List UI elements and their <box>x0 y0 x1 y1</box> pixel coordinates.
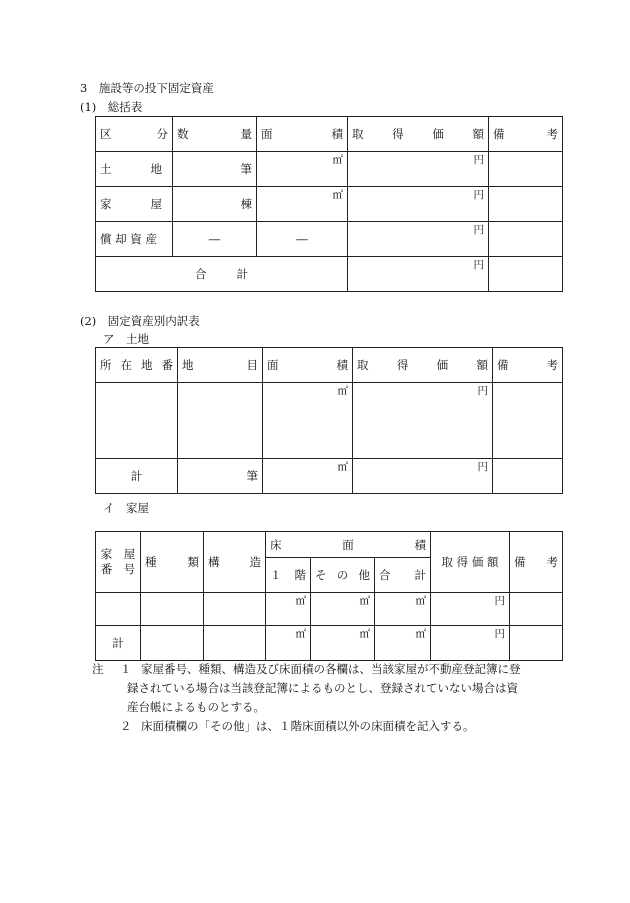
land-area-cell: ㎡ <box>257 152 348 187</box>
summary-row-house <box>96 187 563 222</box>
note-1-line-1: 家屋番号、種類、構造及び床面積の各欄は、当該家屋が不動産登記簿に登 <box>141 662 521 676</box>
header-land-remarks: 備 考 <box>493 348 563 383</box>
header-location: 所 在 地 番 <box>96 348 178 383</box>
land-total-area-cell: ㎡ <box>263 459 353 494</box>
house-label: 家 屋 <box>96 187 173 222</box>
land-data-row <box>96 383 563 459</box>
summary-title: (1) 総括表 <box>80 100 143 114</box>
house-total-row: 計 ㎡ ㎡ ㎡ 円 <box>96 626 563 661</box>
summary-row-total <box>96 257 563 292</box>
land-qty-unit: 筆 <box>173 152 257 187</box>
land-total-row <box>96 459 563 494</box>
land-cost-cell: 円 <box>348 152 489 187</box>
note-2-line-1: 床面積欄の「その他」は、１階床面積以外の床面積を記入する。 <box>141 719 475 733</box>
house-subtitle: イ 家屋 <box>103 501 149 515</box>
house-header-row-1 <box>96 532 563 558</box>
house-table <box>95 531 563 661</box>
header-quantity: 数 量 <box>173 117 257 152</box>
total-cost-cell: 円 <box>348 257 489 292</box>
header-kind: 種 類 <box>141 532 204 593</box>
depreciable-label: 償 却 資 産 <box>96 222 173 257</box>
total-label: 合 計 <box>96 257 348 292</box>
summary-row-depreciable <box>96 222 563 257</box>
header-area: 面 積 <box>257 117 348 152</box>
depreciable-area-dash: ― <box>257 222 348 257</box>
header-land-category: 地 目 <box>178 348 263 383</box>
land-area-unit-cell: ㎡ <box>263 383 353 459</box>
header-house-number: 家 屋 番 号 <box>96 532 141 593</box>
breakdown-title: (2) 固定資産別内訳表 <box>80 314 200 328</box>
header-other: そ の 他 <box>311 558 375 593</box>
depreciable-remarks-cell <box>489 222 563 257</box>
depreciable-cost-cell: 円 <box>348 222 489 257</box>
house-remarks-cell <box>489 187 563 222</box>
header-structure: 構 造 <box>204 532 266 593</box>
header-acquisition-cost: 取 得 価 額 <box>348 117 489 152</box>
header-category: 区 分 <box>96 117 173 152</box>
land-remarks-cell <box>489 152 563 187</box>
depreciable-qty-dash: ― <box>173 222 257 257</box>
note-1-line-2: 録されている場合は当該登記簿によるものとし、登録されていない場合は資 <box>127 681 518 695</box>
note-1-number: １ <box>120 662 132 676</box>
land-cost-unit-cell: 円 <box>353 383 493 459</box>
summary-header-row <box>96 117 563 152</box>
house-qty-unit: 棟 <box>173 187 257 222</box>
notes-prefix: 注 <box>92 662 104 676</box>
house-area-cell: ㎡ <box>257 187 348 222</box>
header-land-cost: 取 得 価 額 <box>353 348 493 383</box>
header-house-cost: 取 得 価 額 <box>431 532 510 593</box>
land-total-cost-cell: 円 <box>353 459 493 494</box>
house-total-label: 計 <box>96 626 141 661</box>
note-2-number: ２ <box>120 719 132 733</box>
total-remarks-cell <box>489 257 563 292</box>
house-data-row: ㎡ ㎡ ㎡ 円 <box>96 593 563 626</box>
land-subtitle: ア 土地 <box>103 332 149 346</box>
land-total-label: 計 <box>96 459 178 494</box>
header-floor1: １ 階 <box>266 558 311 593</box>
land-label: 土 地 <box>96 152 173 187</box>
land-table <box>95 347 563 494</box>
header-house-remarks: 備 考 <box>510 532 563 593</box>
land-total-qty-unit: 筆 <box>178 459 263 494</box>
house-cost-cell: 円 <box>348 187 489 222</box>
section-title: 3 施設等の投下固定資産 <box>80 81 214 95</box>
land-header-row <box>96 348 563 383</box>
header-floor-area: 床 面 積 <box>266 532 431 558</box>
summary-row-land <box>96 152 563 187</box>
note-1-line-3: 産台帳によるものとする。 <box>127 700 265 714</box>
header-remarks: 備 考 <box>489 117 563 152</box>
summary-table <box>95 116 563 292</box>
header-floor-total: 合 計 <box>375 558 431 593</box>
header-land-area: 面 積 <box>263 348 353 383</box>
